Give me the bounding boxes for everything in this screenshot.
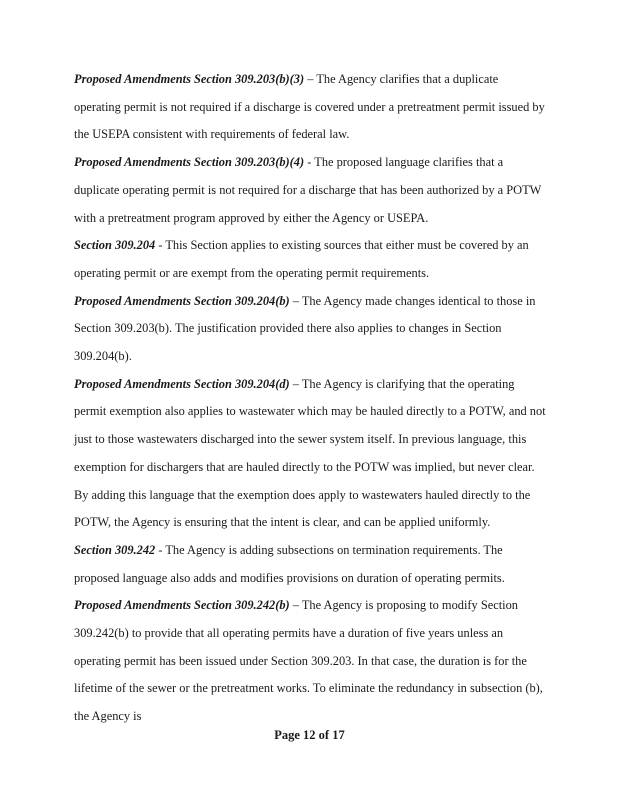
section-heading: Proposed Amendments Section 309.204(b): [74, 293, 290, 308]
heading-separator: –: [289, 598, 302, 613]
section-heading: Proposed Amendments Section 309.204(d): [74, 376, 290, 391]
paragraph-text: The proposed language clarifies that a duplicate operating permit is not required for a discharge that has been authorized by a POTW with a pretreatment program approved by either the Agency or USEPA.: [74, 155, 542, 225]
paragraph-text: The Agency made changes identical to those in Section 309.203(b). The justification provided there also applies to changes in Section 309.204(b).: [74, 293, 536, 364]
paragraph-309-203-b-3: [74, 66, 546, 149]
paragraph-309-203-b-4: [74, 149, 546, 232]
section-heading: Proposed Amendments Section 309.203(b)(3): [74, 72, 305, 86]
paragraph-309-242: [74, 537, 546, 592]
section-heading: Proposed Amendments Section 309.242(b): [74, 598, 290, 613]
paragraph-text: The Agency is adding subsections on termination requirements. The proposed language also adds and modifies provisions on duration of operating permits.: [74, 542, 505, 585]
paragraph-text: This Section applies to existing sources that either must be covered by an operating permit or are exempt from the operating permit requirements.: [74, 238, 529, 280]
section-heading: Section 309.242: [74, 542, 156, 557]
heading-separator: –: [289, 293, 302, 308]
paragraph-309-242-b: [74, 592, 546, 731]
heading-separator: –: [304, 72, 317, 86]
paragraph-text: The Agency is clarifying that the operating permit exemption also applies to wastewater which may be hauled directly to a POTW, and not just to those wastewaters discharged into the sewer system itself. In previous language, this exemption for dischargers that are hauled directly to the POTW was implied, but never clear. By adding this language that the exemption does apply to wastewaters hauled directly to the POTW, the Agency is ensuring that the intent is clear, and can be applied uniformly.: [74, 376, 546, 530]
page-number: Page 12 of 17: [274, 728, 345, 742]
section-heading: Proposed Amendments Section 309.203(b)(4): [74, 155, 305, 170]
paragraph-text: The Agency clarifies that a duplicate operating permit is not required if a discharge is covered under a pretreatment permit issued by the USEPA consistent with requirements of federal law.: [74, 72, 545, 142]
document-body: [74, 66, 546, 731]
paragraph-309-204-b: [74, 288, 546, 371]
paragraph-309-204-d: [74, 371, 546, 537]
section-heading: Section 309.204: [74, 238, 156, 253]
heading-separator: -: [155, 542, 166, 557]
heading-separator: –: [289, 376, 302, 391]
paragraph-text: The Agency is proposing to modify Section 309.242(b) to provide that all operating permits have a duration of five years unless an operating permit has been issued under Section 309.203. In that case, the duration is for the lifetime of the sewer or the pretreatment works. To eliminate the redundancy in subsection (b), the Agency is: [74, 598, 543, 724]
paragraph-309-204: [74, 232, 546, 287]
heading-separator: -: [304, 155, 315, 170]
heading-separator: -: [155, 238, 166, 253]
